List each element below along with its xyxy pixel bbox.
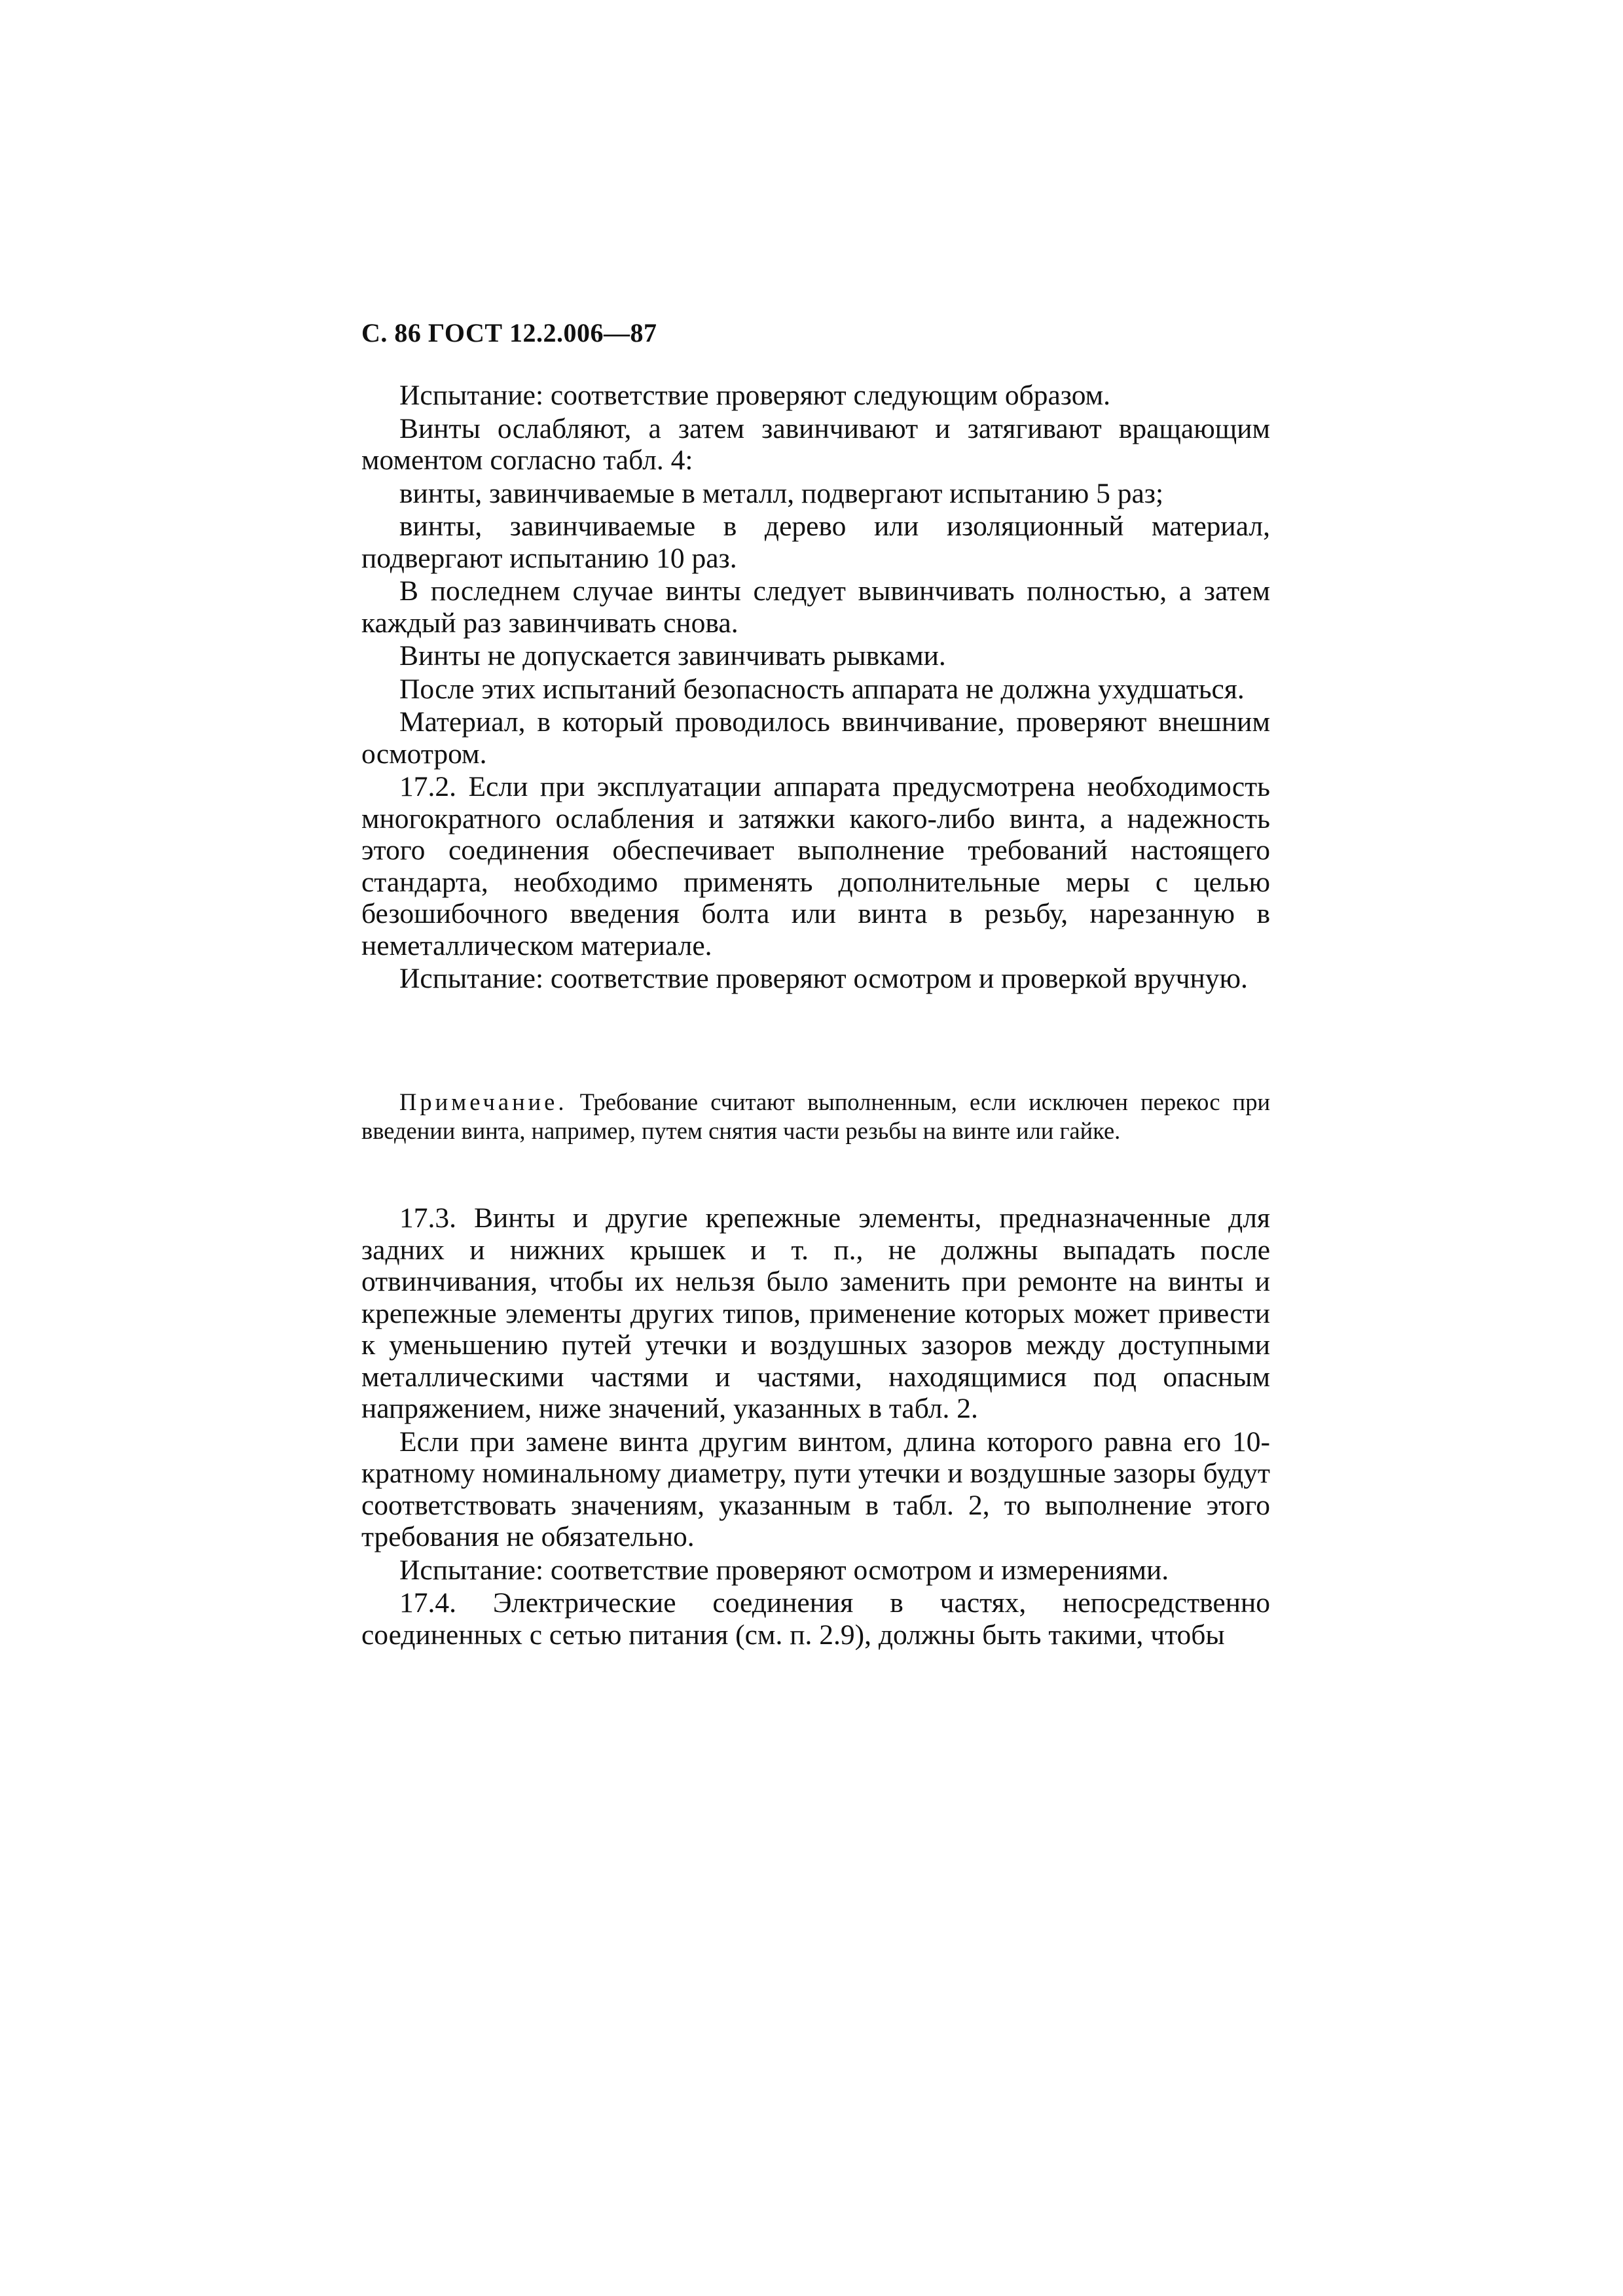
paragraph: винты, завинчиваемые в металл, подвергают испытанию 5 раз; <box>399 477 1164 509</box>
page-header: С. 86 ГОСТ 12.2.006—87 <box>361 318 657 348</box>
section-1 <box>361 380 1270 996</box>
paragraph-17-3: 17.3. Винты и другие крепежные элементы, предназначенные для задних и нижних крышек и т. п., не должны выпадать после отвинчивания, чтобы их нельзя было заменить при ремонте на винты и крепежные элементы других типов, применение которых может привести к уменьшению путей утечки и воздушных зазоров между доступными металлическими частями и частями, находящимися под опасным напряжением, ниже значений, указанных в табл. 2. <box>361 1202 1270 1424</box>
paragraph: Если при замене винта другим винтом, длина которого равна его 10-кратному номинальному диаметру, пути утечки и воздушные зазоры будут соответствовать значениям, указанным в табл. 2, то выполнение этого требования не обязательно. <box>361 1426 1270 1552</box>
paragraph-17-2: 17.2. Если при эксплуатации аппарата предусмотрена необходимость многократного ослабления и затяжки какого-либо винта, а надежность этого соединения обеспечивает выполнение требований настоящего стандарта, необходимо применять дополнительные меры с целью безошибочного введения болта или винта в резьбу, нарезанную в неметаллическом материале. <box>361 771 1270 961</box>
paragraph: винты, завинчиваемые в дерево или изоляционный материал, подвергают испытанию 10 раз. <box>361 511 1270 574</box>
paragraph: Винты ослабляют, а затем завинчивают и затягивают вращающим моментом согласно табл. 4: <box>361 412 1270 476</box>
paragraph: Винты не допускается завинчивать рывками. <box>399 640 946 672</box>
paragraph: Испытание: соответствие проверяют осмотром и проверкой вручную. <box>399 963 1248 994</box>
paragraph: После этих испытаний безопасность аппарата не должна ухудшаться. <box>399 673 1245 705</box>
note-block <box>361 1088 1270 1145</box>
note-paragraph <box>361 1088 1270 1145</box>
paragraph: Испытание: соответствие проверяют следующим образом. <box>399 380 1111 411</box>
paragraph-17-4: 17.4. Электрические соединения в частях, непосредственно соединенных с сетью питания (см. п. 2.9), должны быть такими, чтобы <box>361 1587 1270 1651</box>
paragraph: Материал, в который проводилось ввинчивание, проверяют внешним осмотром. <box>361 706 1270 770</box>
paragraph: В последнем случае винты следует вывинчивать полностью, а затем каждый раз завинчивать снова. <box>361 575 1270 639</box>
note-label: Примечание. <box>399 1088 568 1115</box>
paragraph: Испытание: соответствие проверяют осмотром и измерениями. <box>399 1554 1169 1586</box>
note-text: Требование считают выполненным, если исключен перекос при введении винта, например, путем снятия части резьбы на винте или гайке. <box>361 1088 1270 1144</box>
section-2 <box>361 1202 1270 1652</box>
